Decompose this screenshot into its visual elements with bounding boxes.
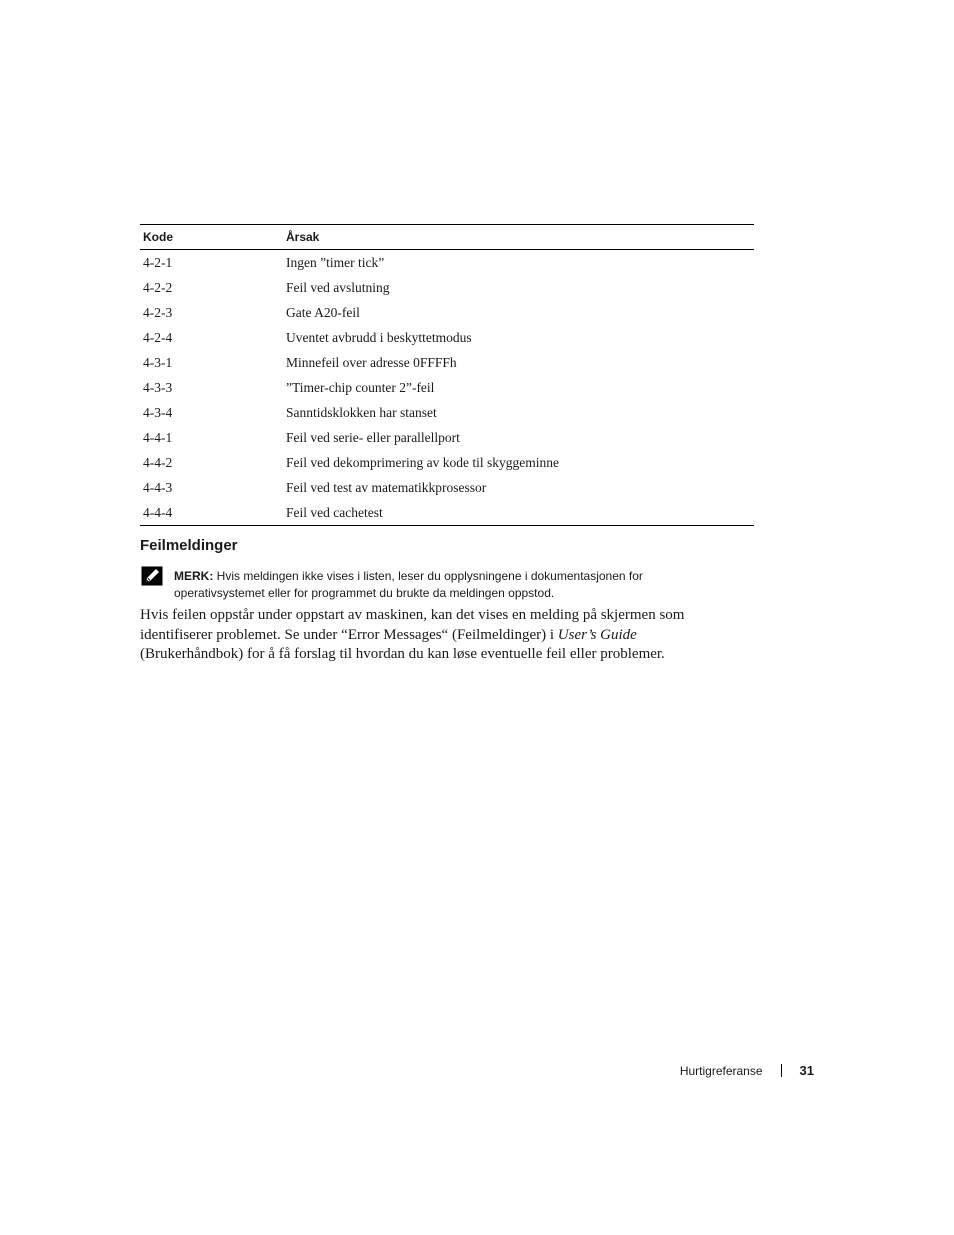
cause-cell: Ingen ”timer tick” — [286, 254, 385, 270]
table-row — [140, 475, 754, 500]
code-cell: 4-3-4 — [143, 404, 173, 420]
column-header-code: Kode — [140, 225, 283, 250]
cause-cell: Feil ved test av matematikkprosessor — [286, 479, 487, 495]
page-number: 31 — [799, 1063, 814, 1078]
note-label: MERK: — [174, 569, 214, 583]
cause-cell: Uventet avbrudd i beskyttetmodus — [286, 329, 472, 345]
cause-cell: ”Timer-chip counter 2”-feil — [286, 379, 435, 395]
cause-cell: Sanntidsklokken har stanset — [286, 404, 437, 420]
table-row — [140, 275, 754, 300]
pencil-note-icon — [141, 566, 163, 586]
guide-title: User’s Guide — [557, 626, 637, 643]
table-row — [140, 450, 754, 475]
beep-code-table — [140, 224, 754, 526]
body-text-part2: (Brukerhåndbok) for å få forslag til hvordan du kan løse eventuelle feil eller problemer. — [140, 646, 665, 662]
table-row — [140, 375, 754, 400]
table-row — [140, 400, 754, 425]
section-title: Feilmeldinger — [140, 537, 238, 554]
column-header-cause: Årsak — [283, 225, 754, 250]
cause-cell: Feil ved avslutning — [286, 279, 390, 295]
body-paragraph — [140, 606, 740, 665]
body-text-part1: Hvis feilen oppstår under oppstart av maskinen, kan det vises en melding på skjermen som identifiserer problemet. Se under “Error Messages“ (Feilmeldinger) i — [140, 607, 685, 643]
footer-separator — [781, 1064, 782, 1077]
table-row — [140, 300, 754, 325]
code-cell: 4-4-1 — [143, 429, 173, 445]
code-cell: 4-4-3 — [143, 479, 173, 495]
code-cell: 4-2-2 — [143, 279, 173, 295]
note-body: Hvis meldingen ikke vises i listen, leser du opplysningene i dokumentasjonen for operativsystemet eller for programmet du brukte da meldingen oppstod. — [174, 569, 643, 600]
table-row — [140, 350, 754, 375]
code-cell: 4-3-1 — [143, 354, 173, 370]
cause-cell: Feil ved dekomprimering av kode til skyggeminne — [286, 454, 559, 470]
cause-cell: Gate A20-feil — [286, 304, 360, 320]
table-row — [140, 500, 754, 526]
code-cell: 4-2-1 — [143, 254, 173, 270]
code-cell: 4-2-4 — [143, 329, 173, 345]
code-cell: 4-3-3 — [143, 379, 173, 395]
table-row — [140, 250, 754, 276]
cause-cell: Feil ved serie- eller parallellport — [286, 429, 460, 445]
code-cell: 4-4-4 — [140, 500, 283, 526]
page-footer — [680, 1063, 814, 1078]
footer-section-name: Hurtigreferanse — [679, 1063, 763, 1078]
code-cell: 4-4-2 — [143, 454, 173, 470]
note-text — [174, 568, 734, 602]
table-row — [140, 325, 754, 350]
code-cell: 4-2-3 — [143, 304, 173, 320]
cause-cell: Feil ved cachetest — [283, 500, 754, 526]
table-header-row — [140, 225, 754, 250]
table-row — [140, 425, 754, 450]
cause-cell: Minnefeil over adresse 0FFFFh — [286, 354, 457, 370]
